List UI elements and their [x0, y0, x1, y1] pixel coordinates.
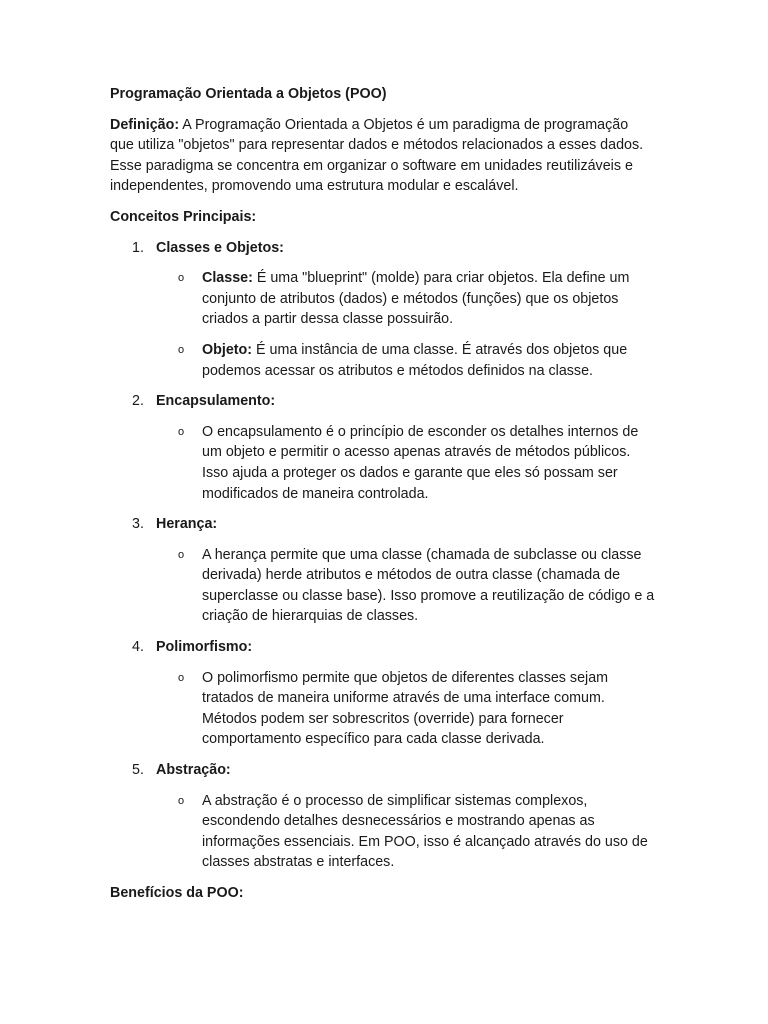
concept-sublist	[156, 545, 655, 627]
list-number: 2.	[132, 393, 144, 410]
concept-label: Abstração:	[156, 762, 231, 779]
item-text: O polimorfismo permite que objetos de diferentes classes sejam tratados de maneira uniforme através de uma interface comum. Métodos podem ser sobrescritos (override) para fornecer comportamento específico para cada classe derivada.	[202, 669, 609, 748]
list-item	[110, 340, 655, 381]
benefits-heading: Benefícios da POO:	[110, 885, 244, 901]
document-title: Programação Orientada a Objetos (POO)	[110, 86, 387, 102]
item-text: O encapsulamento é o princípio de esconder os detalhes internos de um objeto e permitir o acesso apenas através de métodos públicos. Isso ajuda a proteger os dados e garante que eles só possam ser modificados de maneira controlada.	[202, 423, 639, 502]
concept-label: Polimorfismo:	[156, 639, 253, 656]
bullet-icon: o	[178, 794, 185, 807]
concept-item	[110, 238, 655, 382]
item-term: Objeto:	[202, 341, 253, 358]
concepts-heading: Conceitos Principais:	[110, 208, 257, 225]
concept-sublist	[156, 268, 655, 381]
list-number: 1.	[132, 239, 144, 256]
definition-text: A Programação Orientada a Objetos é um paradigma de programação que utiliza "objetos" para representar dados e métodos relacionados a esses dados. Esse paradigma se concentra em organizar o software em unidades reutilizáveis e independentes, promovendo uma estrutura modular e escalável.	[110, 116, 644, 195]
list-item	[110, 422, 655, 504]
concept-label: Encapsulamento:	[156, 393, 276, 410]
definition-paragraph	[110, 115, 655, 197]
concept-label: Classes e Objetos:	[156, 239, 284, 256]
bullet-icon: o	[178, 548, 185, 561]
concept-item	[110, 514, 655, 627]
concepts-list	[110, 238, 655, 873]
list-item	[110, 545, 655, 627]
item-text: É uma "blueprint" (molde) para criar objetos. Ela define um conjunto de atributos (dados) e métodos (funções) que os objetos criados a partir dessa classe possuirão.	[202, 270, 630, 328]
item-text: É uma instância de uma classe. É através dos objetos que podemos acessar os atributos e métodos definidos na classe.	[202, 341, 628, 379]
bullet-icon: o	[178, 425, 185, 438]
concept-item	[110, 637, 655, 750]
bullet-icon: o	[178, 343, 185, 356]
list-number: 4.	[132, 639, 144, 656]
list-number: 3.	[132, 516, 144, 533]
definition-label: Definição:	[110, 116, 180, 133]
concept-item	[110, 391, 655, 504]
concept-item	[110, 760, 655, 873]
item-text: A herança permite que uma classe (chamada de subclasse ou classe derivada) herde atributos e métodos de outra classe (chamada de superclasse ou classe base). Isso promove a reutilização de código e a criação de hierarquias de classes.	[202, 546, 655, 625]
bullet-icon: o	[178, 272, 185, 285]
bullet-icon: o	[178, 671, 185, 684]
list-item	[110, 268, 655, 330]
item-text: A abstração é o processo de simplificar sistemas complexos, escondendo detalhes desnecessários e mostrando apenas as informações essenciais. Em POO, isso é alcançado através do uso de classes abstratas e interfaces.	[202, 792, 648, 871]
concept-label: Herança:	[156, 516, 218, 533]
concept-sublist	[156, 791, 655, 873]
concept-sublist	[156, 422, 655, 504]
list-number: 5.	[132, 762, 144, 779]
concept-sublist	[156, 668, 655, 750]
list-item	[110, 668, 655, 750]
document-page	[110, 84, 655, 914]
list-item	[110, 791, 655, 873]
item-term: Classe:	[202, 270, 253, 287]
